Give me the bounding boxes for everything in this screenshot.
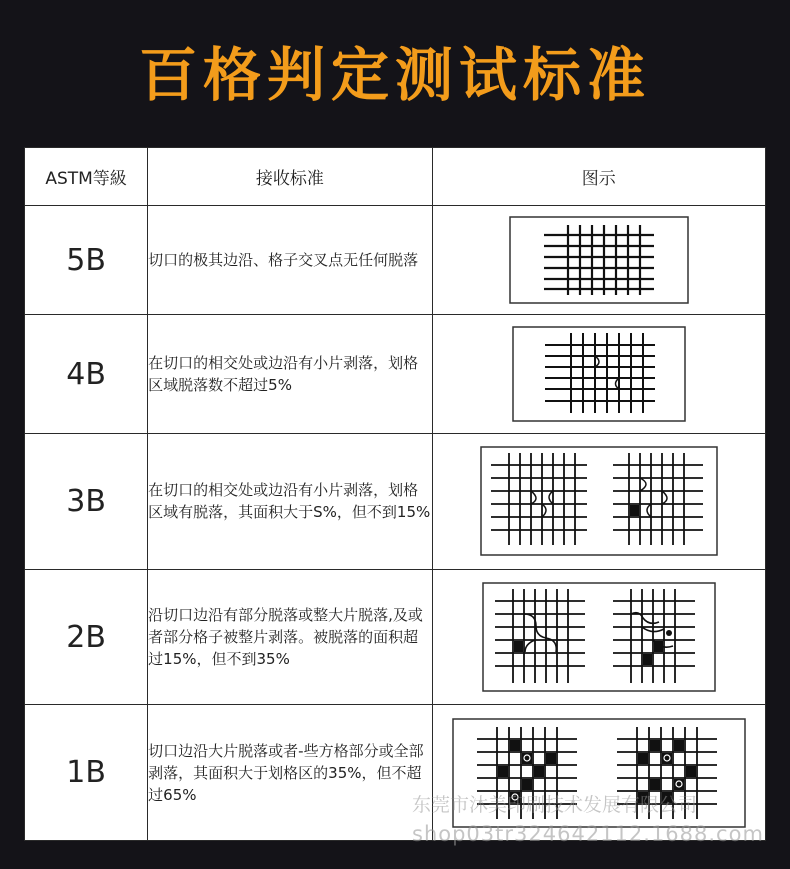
cross-hatch-grid-1b-icon bbox=[451, 717, 747, 829]
cross-hatch-grid-4b-icon bbox=[511, 325, 687, 423]
grade-2b: 2B bbox=[25, 569, 148, 705]
header-grade: ASTM等級 bbox=[25, 148, 148, 206]
cross-hatch-grid-2b-icon bbox=[481, 581, 717, 693]
table-header-row bbox=[25, 148, 766, 206]
illustration-3b bbox=[432, 434, 765, 570]
header-criteria: 接收标准 bbox=[148, 148, 432, 206]
watermark-company: 东莞市沐美印刷技术发展有限公司 bbox=[412, 794, 698, 816]
grade-1b: 1B bbox=[25, 705, 148, 841]
criteria-2b: 沿切口边沿有部分脱落或整大片脱落,及或者部分格子被整片剥落。被脱落的面积超过15%，但不到35% bbox=[148, 569, 432, 705]
illustration-2b bbox=[432, 569, 765, 705]
table-row bbox=[25, 315, 766, 434]
grade-3b: 3B bbox=[25, 434, 148, 570]
criteria-3b: 在切口的相交处或边沿有小片剥落，划格区域有脱落，其面积大于S%，但不到15% bbox=[148, 434, 432, 570]
criteria-4b: 在切口的相交处或边沿有小片剥落，划格区域脱落数不超过5% bbox=[148, 315, 432, 434]
astm-grade-table bbox=[24, 147, 766, 841]
cross-hatch-grid-3b-icon bbox=[479, 445, 719, 557]
table-row bbox=[25, 569, 766, 705]
illustration-5b bbox=[432, 206, 765, 315]
table-row bbox=[25, 206, 766, 315]
grade-4b: 4B bbox=[25, 315, 148, 434]
page-title: 百格判定测试标准 bbox=[138, 41, 651, 109]
watermark-url: shop03tr324642112.1688.com bbox=[412, 822, 764, 846]
illustration-4b bbox=[432, 315, 765, 434]
criteria-1b: 切口边沿大片脱落或者-些方格部分或全部剥落，其面积大于划格区的35%，但不超过65% bbox=[148, 705, 432, 841]
grade-5b: 5B bbox=[25, 206, 148, 315]
criteria-5b: 切口的极其边沿、格子交叉点无任何脱落 bbox=[148, 206, 432, 315]
cross-hatch-grid-5b-icon bbox=[508, 215, 690, 305]
header-illustration: 图示 bbox=[432, 148, 765, 206]
table-row bbox=[25, 434, 766, 570]
illustration-1b bbox=[432, 705, 765, 841]
table-row bbox=[25, 705, 766, 841]
